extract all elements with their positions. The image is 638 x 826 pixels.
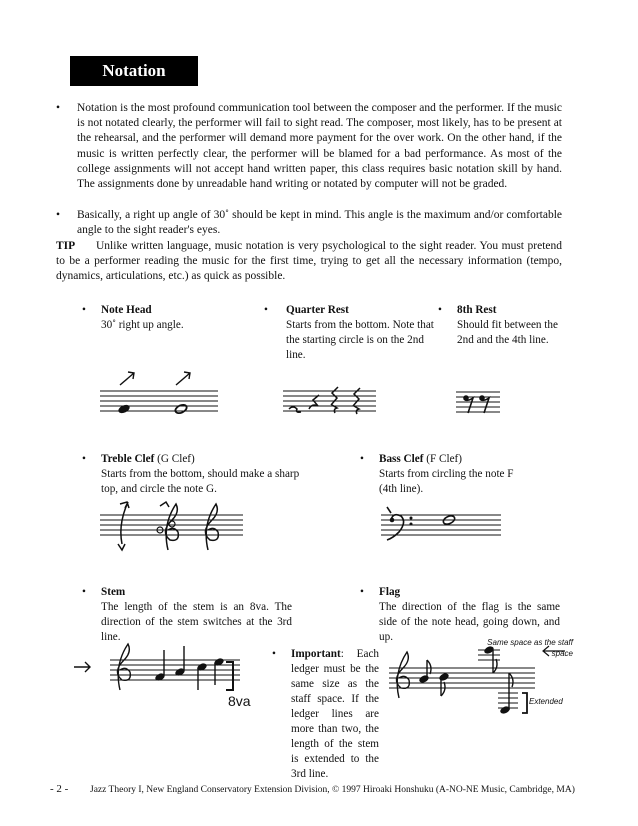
bass-clef-text: Starts from circling the note F (4th line). (379, 468, 514, 495)
bullet-2: • Basically, a right up angle of 30˚ should be kept in mind. This angle is the maximum and/or comfortable angle to the sight reader's eyes. (56, 208, 562, 238)
eighth-rest-staff (456, 386, 502, 420)
treble-clef-title: Treble Clef (101, 453, 155, 465)
note-head-section: • Note Head 30˚ right up angle. (82, 303, 232, 333)
flag-section: • Flag The direction of the flag is the same side of the note head, going down, and up. (360, 586, 560, 643)
stem-text: The length of the stem is an 8va. The direction of the stem switches at the 3rd line. (101, 601, 292, 643)
flag-text: The direction of the flag is the same side of the note head, going down, and up. (379, 601, 560, 643)
note-head-staff (100, 365, 220, 415)
eighth-rest-title: 8th Rest (457, 304, 497, 316)
quarter-rest-text: Starts from the bottom. Note that the starting circle is on the 2nd line. (286, 319, 434, 361)
treble-clef-staff (100, 500, 245, 556)
section-title: Notation (70, 56, 198, 86)
bass-clef-section: • Bass Clef (F Clef) Starts from circling the note F (4th line). (360, 452, 520, 497)
bass-clef-title: Bass Clef (379, 453, 424, 465)
eighth-rest-section: • 8th Rest Should fit between the 2nd and the 4th line. (438, 303, 573, 348)
eighth-rest-text: Should fit between the 2nd and the 4th line. (457, 319, 558, 346)
important-section: • Important: Each ledger must be the same size as the staff space. If the ledger lines are more than two, the length of the stem is extended to the 3rd line. (272, 648, 379, 780)
eightva-label: 8va (228, 693, 251, 709)
bullet-1: • Notation is the most profound communication tool between the composer and the performer. If the music is not notated clearly, the performer will fail to sight read. The composer, most likely, has to be present at the rehearsal, and the performer will demand more payment for the over work. On the other hand, if the music is written perfectly clear, the performer will be blamed for a bad performance. As most of the college assignments will not accept hand written paper, this class requires basic notation skill by hand. The assignments done by unreadable hand writing or notated by computer will not be graded. (56, 101, 562, 192)
page-number: - 2 - (50, 783, 69, 795)
bass-clef-suffix: (F Clef) (423, 453, 462, 465)
bullet-1-text: Notation is the most profound communication tool between the composer and the performer. If the music is not notated clearly, the performer will fail to sight read. The composer, most likely, has to be present at the rehearsal, and the performer will demand more payment for the over work. On the other hand, if the music is written perfectly clear, the performer will be blamed for a bad performance. As most of the college assignments will not accept hand written paper, this class requires basic notation skill by hand. The assignments done by unreadable hand writing or notated by computer will not be graded. (77, 102, 562, 191)
note-head-title: Note Head (101, 304, 152, 316)
treble-clef-section: • Treble Clef (G Clef) Starts from the bottom, should make a sharp top, and circle the note G. (82, 452, 302, 497)
bass-clef-staff (381, 503, 503, 543)
treble-clef-suffix: (G Clef) (154, 453, 195, 465)
quarter-rest-section: • Quarter Rest Starts from the bottom. Note that the starting circle is on the 2nd line. (264, 304, 434, 361)
tip-label: TIP (56, 240, 76, 252)
stem-section: • Stem The length of the stem is an 8va. The direction of the stem switches at the 3rd line. (82, 586, 292, 643)
tip-text: Unlike written language, music notation is very psychological to the sight reader. You must pretend to be a performer reading the music for the first time, trying to get all the necessary information (tempo, dynamics, articulations, etc.) as quick as possible. (56, 240, 562, 283)
stem-title: Stem (101, 586, 126, 598)
important-title: Important (291, 648, 341, 660)
stem-staff (70, 640, 250, 698)
same-space-label: Same space as the staff space (487, 638, 573, 658)
important-body: : Each ledger must be the same size as the staff space. If the ledger lines are more than two, the length of the stem is extended to the 3rd line. (291, 648, 379, 780)
bullet-2-text: Basically, a right up angle of 30˚ should be kept in mind. This angle is the maximum and/or comfortable angle to the sight reader's eyes. (77, 209, 562, 237)
quarter-rest-staff (283, 385, 378, 421)
flag-title: Flag (379, 586, 401, 598)
treble-clef-text: Starts from the bottom, should make a sharp top, and circle the note G. (101, 468, 300, 495)
extended-label: Extended (529, 697, 563, 706)
tip (56, 239, 562, 285)
quarter-rest-title: Quarter Rest (286, 304, 349, 316)
footer-text: Jazz Theory I, New England Conservatory Extension Division, © 1997 Hiroaki Honshuku (A-NO-NE Music, Cambridge, MA) (90, 785, 575, 795)
note-head-text: 30˚ right up angle. (101, 319, 184, 331)
